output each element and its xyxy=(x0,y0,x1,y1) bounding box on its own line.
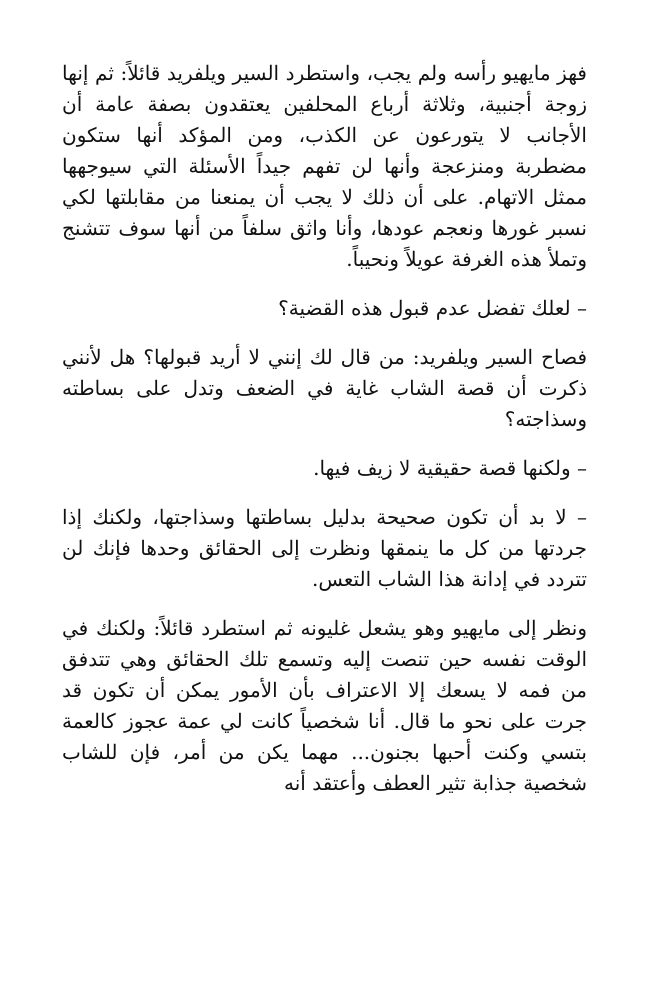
paragraph-4: – ولكنها قصة حقيقية لا زيف فيها. xyxy=(313,456,587,480)
paragraph-3: فصاح السير ويلفريد: من قال لك إنني لا أريد قبولها؟ هل لأنني ذكرت أن قصة الشاب غاية في الضعف وتدل على بساطته وسذاجته؟ xyxy=(62,345,587,431)
paragraph-5: – لا بد أن تكون صحيحة بدليل بساطتها وسذاجتها، ولكنك إذا جردتها من كل ما ينمقها ونظرت إلى الحقائق وحدها فإنك لن تتردد في إدانة هذا الشاب التعس. xyxy=(62,505,587,591)
paragraph-6: ونظر إلى مايهيو وهو يشعل غليونه ثم استطرد قائلاً: ولكنك في الوقت نفسه حين تنصت إليه وتسمع تلك الحقائق وهي تتدفق من فمه لا يسعك إلا الاعتراف بأن الأمور يمكن أن تكون قد جرت على نحو ما قال. أنا شخصياً كانت لي عمة عجوز كالعمة بتسي وكنت أحبها بجنون... مهما يكن من أمر، فإن للشاب شخصية جذابة تثير العطف وأعتقد أنه xyxy=(62,616,587,795)
paragraph-2: – لعلك تفضل عدم قبول هذه القضية؟ xyxy=(278,296,587,320)
paragraph-1: فهز مايهيو رأسه ولم يجب، واستطرد السير ويلفريد قائلاً: ثم إنها زوجة أجنبية، وثلاثة أرباع المحلفين يعتقدون بصفة عامة أن الأجانب لا يتورعون عن الكذب، ومن المؤكد أنها ستكون مضطربة ومنزعجة وأنها لن تفهم جيداً الأسئلة التي سيوجهها ممثل الاتهام. على أن ذلك لا يجب أن يمنعنا من مقابلتها لكي نسبر غورها ونعجم عودها، وأنا واثق سلفاً من أنها سوف تتشنج وتملأ هذه الغرفة عويلاً ونحيباً. xyxy=(62,61,587,271)
